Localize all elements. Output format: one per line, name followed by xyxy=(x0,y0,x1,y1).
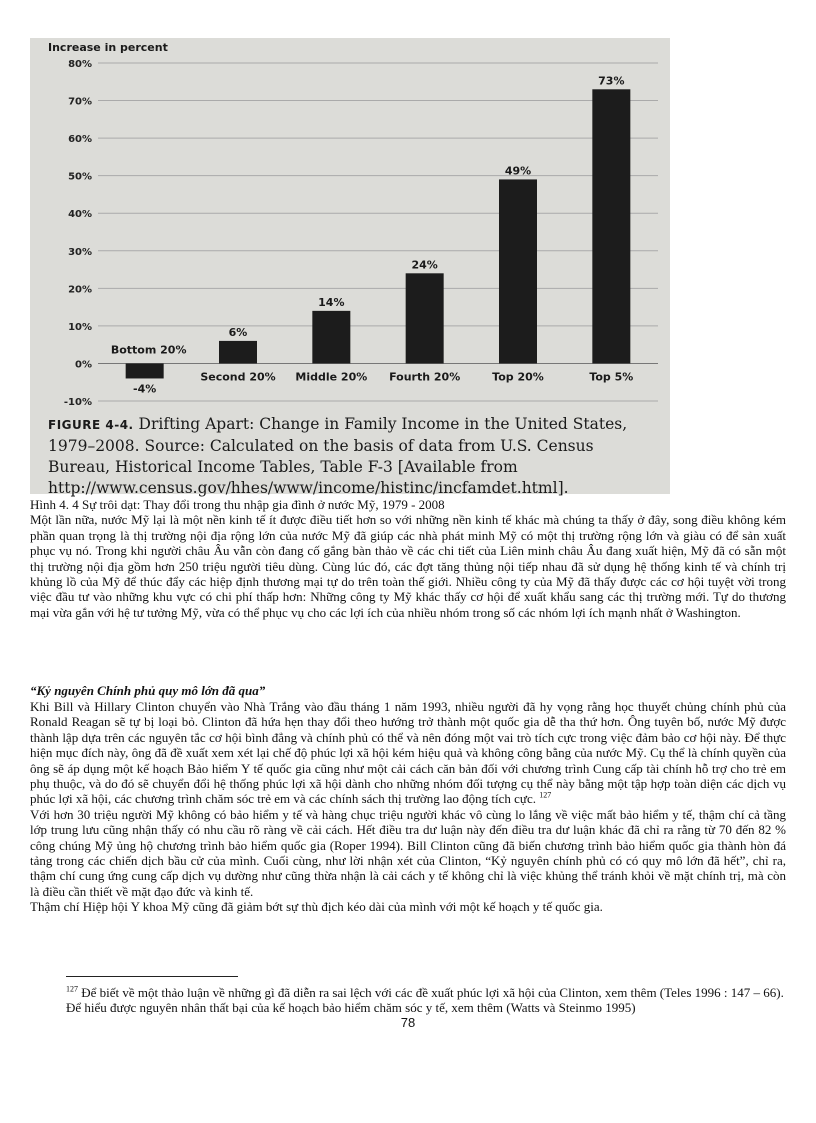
section-heading: “Kỷ nguyên Chính phủ quy mô lớn đã qua” xyxy=(30,683,266,698)
bar xyxy=(312,311,350,364)
bar xyxy=(219,341,257,364)
figure-caption xyxy=(48,414,660,499)
bar xyxy=(592,89,630,363)
y-tick-label: 30% xyxy=(68,246,92,258)
x-tick-label: Middle 20% xyxy=(295,370,368,384)
y-tick-label: 10% xyxy=(68,321,92,333)
y-tick-label: 40% xyxy=(68,209,92,221)
paragraph-3: Với hơn 30 triệu người Mỹ không có bảo hiểm y tế và hàng chục triệu người khác vô cùng lo lắng về việc mất bảo hiểm y tế, thậm chí cả tầng lớp trung lưu cũng nhận thấy có nhu cầu rõ ràng về cải cách. Hết điều tra dư luận này đến điều tra dư luận khác đã chỉ ra rằng từ 70 đến 82 % công chúng Mỹ ủng hộ chương trình bảo hiểm quốc gia (Roper 1994). Bill Clinton cũng đã biến chương trình bảo hiểm quốc gia thành hòn đá tảng trong các chiến dịch bầu cử của mình. Cuối cùng, như lời nhận xét của Clinton, “Kỷ nguyên chính phủ có có quy mô lớn đã hết”, chỉ ra, thậm chí cung ứng cung cấp dịch vụ dường như cũng thừa nhận là cải cách y tế không chỉ là việc khủng thể tránh khỏi về mặt chính trị, mà còn là điều cần thiết về mặt đạo đức và kinh tế. xyxy=(30,806,786,899)
footnote-marker: 127 xyxy=(66,984,78,994)
footnote-reference[interactable]: 127 xyxy=(539,791,552,801)
y-axis-label: Increase in percent xyxy=(48,41,168,54)
body-section-2 xyxy=(30,699,786,915)
data-label: -4% xyxy=(133,382,157,396)
x-tick-label: Top 20% xyxy=(492,370,544,384)
footnote-text: Để biết về một thảo luận về những gì đã diễn ra sai lệch với các đề xuất phúc lợi xã hội của Clinton, xem thêm (Teles 1996 : 147 – 66). Để hiểu được nguyên nhân thất bại của kế hoạch bảo hiểm chăm sóc y tế, xem thêm (Watts và Steinmo 1995) xyxy=(66,985,784,1016)
x-tick-label: Fourth 20% xyxy=(389,370,461,384)
paragraph-2-text: Khi Bill và Hillary Clinton chuyển vào Nhà Trắng vào đầu tháng 1 năm 1993, nhiều người đã hy vọng rằng học thuyết chủng chính phủ của Ronald Reagan sẽ tự bị loại bỏ. Clinton đã hứa hẹn thay đổi theo hướng trở thành một quốc gia dễ tha thứ hơn. Ông tuyên bố, nước Mỹ được thành lập dựa trên các nguyên tắc cơ hội bình đẳng và chính phủ có thể và nên đóng một vai trò tích cực trong việc đảm bảo cơ hội này. Để thực hiện mục đích này, ông đã đề xuất xem xét lại chế độ phúc lợi xã hội kém hiệu quả và không công bằng của nước Mỹ. Cụ thể là chính quyền của ông sẽ áp dụng một kế hoạch Bảo hiểm Y tế quốc gia cũng như một cải cách căn bản đối với chương trình Cung cấp tài chính hỗ trợ cho trẻ em phụ thuộc, và do đó sẽ chuyển đổi hệ thống phúc lợi xã hội dành cho những nhóm đối tượng cụ thể này bằng một tập hợp toàn diện các dịch vụ phúc lợi xã hội, các chương trình chăm sóc trẻ em và các chính sách thị trường lao động tích cực. xyxy=(30,699,786,807)
data-label: 6% xyxy=(228,325,248,339)
y-tick-label: 20% xyxy=(68,284,92,296)
bar xyxy=(126,363,164,378)
y-tick-label: -10% xyxy=(63,397,92,408)
paragraph-1: Một lần nữa, nước Mỹ lại là một nền kinh tế ít được điều tiết hơn so với những nền kinh tế khác mà chúng ta thấy ở đây, song điều không kém phần quan trọng là thị trường nội địa rộng lớn của nước Mỹ đã giúp các nhà phát minh Mỹ có một thị trường rộng lớn và giàu có để sản xuất phục vụ nó. Trong khi người châu Âu vẫn còn đang cố gắng bàn thảo về các chi tiết của Liên minh châu Âu đang xuất hiện, Mỹ đã có sẵn một thị trường nội địa gồm hơn 250 triệu người tiêu dùng. Cùng lúc đó, các đợt tăng thủng nội tiếp nhau đã sử dụng hệ thống kinh tế và chính trị khủng lồ của Mỹ để thúc đẩy các hiệp định thương mại tự do trên toàn thế giới. Nhiều công ty của Mỹ đã thấy được các cơ hội tuyệt vời trong việc đầu tư vào những khu vực có chi phí thấp hơn: Những công ty Mỹ khác thấy cơ hội để xuất khẩu sang các thị trường mới. Tự do thương mại vừa gắn với hệ tư tưởng Mỹ, vừa có thể phục vụ cho các lợi ích của nhiều nhóm trong số các nhóm lợi ích mạnh nhất ở Washington. xyxy=(30,512,786,620)
data-label: 73% xyxy=(598,74,625,88)
translated-caption: Hình 4. 4 Sự trôi dạt: Thay đổi trong thu nhập gia đình ở nước Mỹ, 1979 - 2008 xyxy=(30,497,445,512)
y-tick-label: 0% xyxy=(75,359,92,371)
figure-caption-lead: FIGURE 4-4. xyxy=(48,418,134,432)
body-section-1 xyxy=(30,497,786,620)
y-tick-label: 50% xyxy=(68,171,92,183)
bar xyxy=(406,273,444,363)
y-tick-label: 70% xyxy=(68,96,92,108)
y-tick-label: 60% xyxy=(68,134,92,146)
x-tick-label: Bottom 20% xyxy=(110,343,187,357)
figure-caption-text: Drifting Apart: Change in Family Income in the United States, 1979–2008. Source: Calculated on the basis of data from U.S. Census Bureau, Historical Income Tables, Table F-3 [Available from http://www.census.gov/hhes/www/income/histinc/incfamdet.html]. xyxy=(48,415,628,497)
data-label: 14% xyxy=(318,295,345,309)
x-tick-label: Second 20% xyxy=(200,370,276,384)
x-tick-label: Top 5% xyxy=(589,370,634,384)
paragraph-4: Thậm chí Hiệp hội Y khoa Mỹ cũng đã giảm bớt sự thù địch kéo dài của mình với một kế hoạch y tế quốc gia. xyxy=(30,899,603,915)
page-number: 78 xyxy=(400,1015,416,1030)
bar xyxy=(499,179,537,363)
data-label: 49% xyxy=(504,164,532,178)
data-label: 24% xyxy=(411,258,438,272)
y-tick-label: 80% xyxy=(68,59,92,70)
footnote-divider xyxy=(66,976,238,977)
chart-figure xyxy=(30,38,670,497)
footnote xyxy=(66,985,786,1016)
paragraph-2 xyxy=(30,699,786,807)
